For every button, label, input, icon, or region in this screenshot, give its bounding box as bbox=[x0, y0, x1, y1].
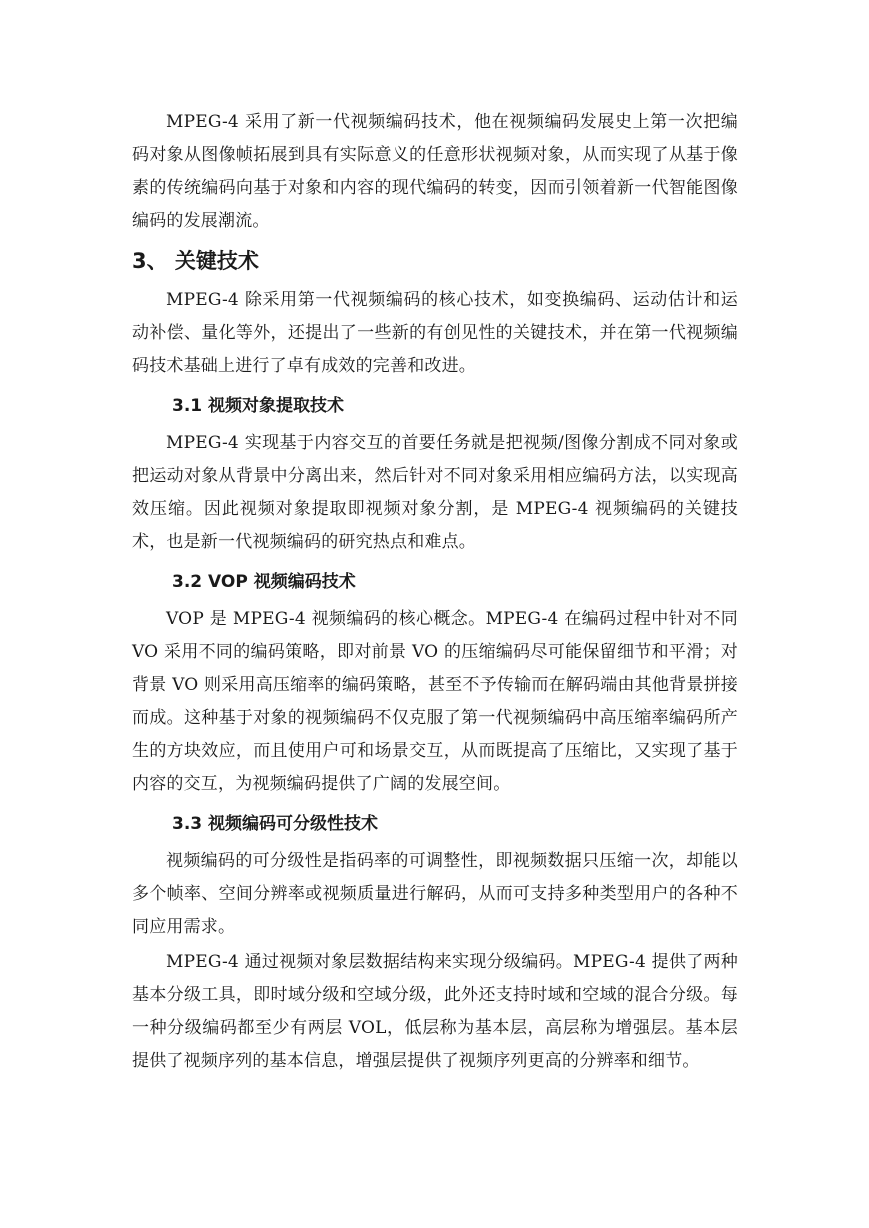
subsection-heading-3-3: 3.3 视频编码可分级性技术 bbox=[172, 814, 379, 834]
subsection-3-1-paragraph: MPEG-4 实现基于内容交互的首要任务就是把视频/图像分割成不同对象或把运动对象从背景中分离出来，然后针对不同对象采用相应编码方法，以实现高效压缩。因此视频对象提取即视频对象分割，是 MPEG-4 视频编码的关键技术，也是新一代视频编码的研究热点和难点。 bbox=[132, 433, 738, 552]
section-heading-key-technology: 3、 关键技术 bbox=[132, 249, 259, 273]
subsection-3-3-paragraph-1: 视频编码的可分级性是指码率的可调整性，即视频数据只压缩一次，却能以多个帧率、空间分辨率或视频质量进行解码，从而可支持多种类型用户的各种不同应用需求。 bbox=[132, 851, 738, 937]
subsection-heading-3-1: 3.1 视频对象提取技术 bbox=[172, 396, 345, 416]
key-technology-paragraph: MPEG-4 除采用第一代视频编码的核心技术，如变换编码、运动估计和运动补偿、量化等外，还提出了一些新的有创见性的关键技术，并在第一代视频编码技术基础上进行了卓有成效的完善和改进。 bbox=[132, 290, 738, 376]
subsection-3-2-paragraph: VOP 是 MPEG-4 视频编码的核心概念。MPEG-4 在编码过程中针对不同 VO 采用不同的编码策略，即对前景 VO 的压缩编码尽可能保留细节和平滑；对背景 VO 则采用高压缩率的编码策略，甚至不予传输而在解码端由其他背景拼接而成。这种基于对象的视频编码不仅克服了第一代视频编码中高压缩率编码所产生的方块效应，而且使用户可和场景交互，从而既提高了压缩比，又实现了基于内容的交互，为视频编码提供了广阔的发展空间。 bbox=[132, 609, 738, 794]
subsection-heading-3-2: 3.2 VOP 视频编码技术 bbox=[172, 572, 356, 592]
subsection-3-3-paragraph-2: MPEG-4 通过视频对象层数据结构来实现分级编码。MPEG-4 提供了两种基本分级工具，即时域分级和空域分级，此外还支持时域和空域的混合分级。每一种分级编码都至少有两层 VOL，低层称为基本层，高层称为增强层。基本层提供了视频序列的基本信息，增强层提供了视频序列更高的分辨率和细节。 bbox=[132, 952, 738, 1071]
intro-paragraph: MPEG-4 采用了新一代视频编码技术，他在视频编码发展史上第一次把编码对象从图像帧拓展到具有实际意义的任意形状视频对象，从而实现了从基于像素的传统编码向基于对象和内容的现代编码的转变，因而引领着新一代智能图像编码的发展潮流。 bbox=[132, 112, 738, 231]
document-page bbox=[132, 106, 738, 1078]
